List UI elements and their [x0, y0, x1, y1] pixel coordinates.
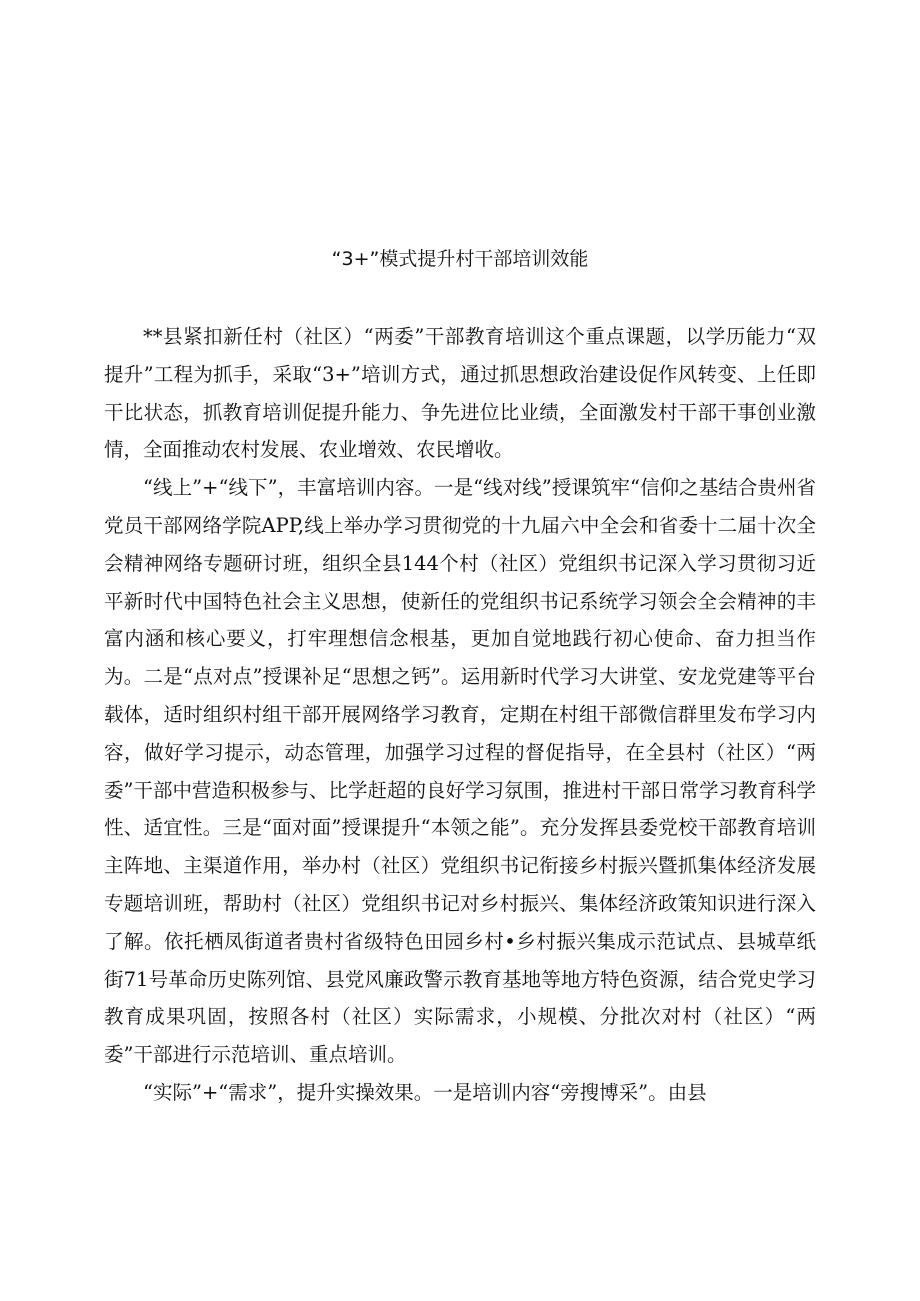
practice-demand-paragraph: “实际”+“需求”，提升实操效果。一是培训内容“旁搜博采”。由县: [143, 1080, 707, 1104]
document-title: “3+”模式提升村干部培训效能: [331, 248, 589, 270]
document-body: [104, 318, 816, 1112]
online-offline-paragraph: “线上”+“线下”，丰富培训内容。一是“线对线”授课筑牢“信仰之基结合贵州省党员干部网络学院APP,线上举办学习贯彻党的十九届六中全会和省委十二届十次全会精神网络专题研讨班，组织全县144个村（社区）党组织书记深入学习贯彻习近平新时代中国特色社会主义思想，使新任的党组织书记系统学习领会全会精神的丰富内涵和核心要义，打牢理想信念根基，更加自觉地践行初心使命、奋力担当作为。二是“点对点”授课补足“思想之钙”。运用新时代学习大讲堂、安龙党建等平台载体，适时组织村组干部开展网络学习教育，定期在村组干部微信群里发布学习内容，做好学习提示，动态管理，加强学习过程的督促指导，在全县村（社区）“两委”干部中营造积极参与、比学赶超的良好学习氛围，推进村干部日常学习教育科学性、适宜性。三是“面对面”授课提升“本领之能”。充分发挥县委党校干部教育培训主阵地、主渠道作用，举办村（社区）党组织书记衔接乡村振兴暨抓集体经济发展专题培训班，帮助村（社区）党组织书记对乡村振兴、集体经济政策知识进行深入了解。依托栖凤街道者贵村省级特色田园乡村•乡村振兴集成示范试点、县城草纸街71号革命历史陈列馆、县党风廉政警示教育基地等地方特色资源，结合党史学习教育成果巩固，按照各村（社区）实际需求，小规模、分批次对村（社区）“两委”干部进行示范培训、重点培训。: [104, 476, 816, 1067]
intro-paragraph: **县紧扣新任村（社区）“两委”干部教育培训这个重点课题，以学历能力“双提升”工程为抓手，采取“3+”培训方式，通过抓思想政治建设促作风转变、上任即干比状态，抓教育培训促提升能力、争先进位比业绩，全面激发村干部干事创业激情，全面推动农村发展、农业增效、农民增收。: [104, 325, 816, 462]
